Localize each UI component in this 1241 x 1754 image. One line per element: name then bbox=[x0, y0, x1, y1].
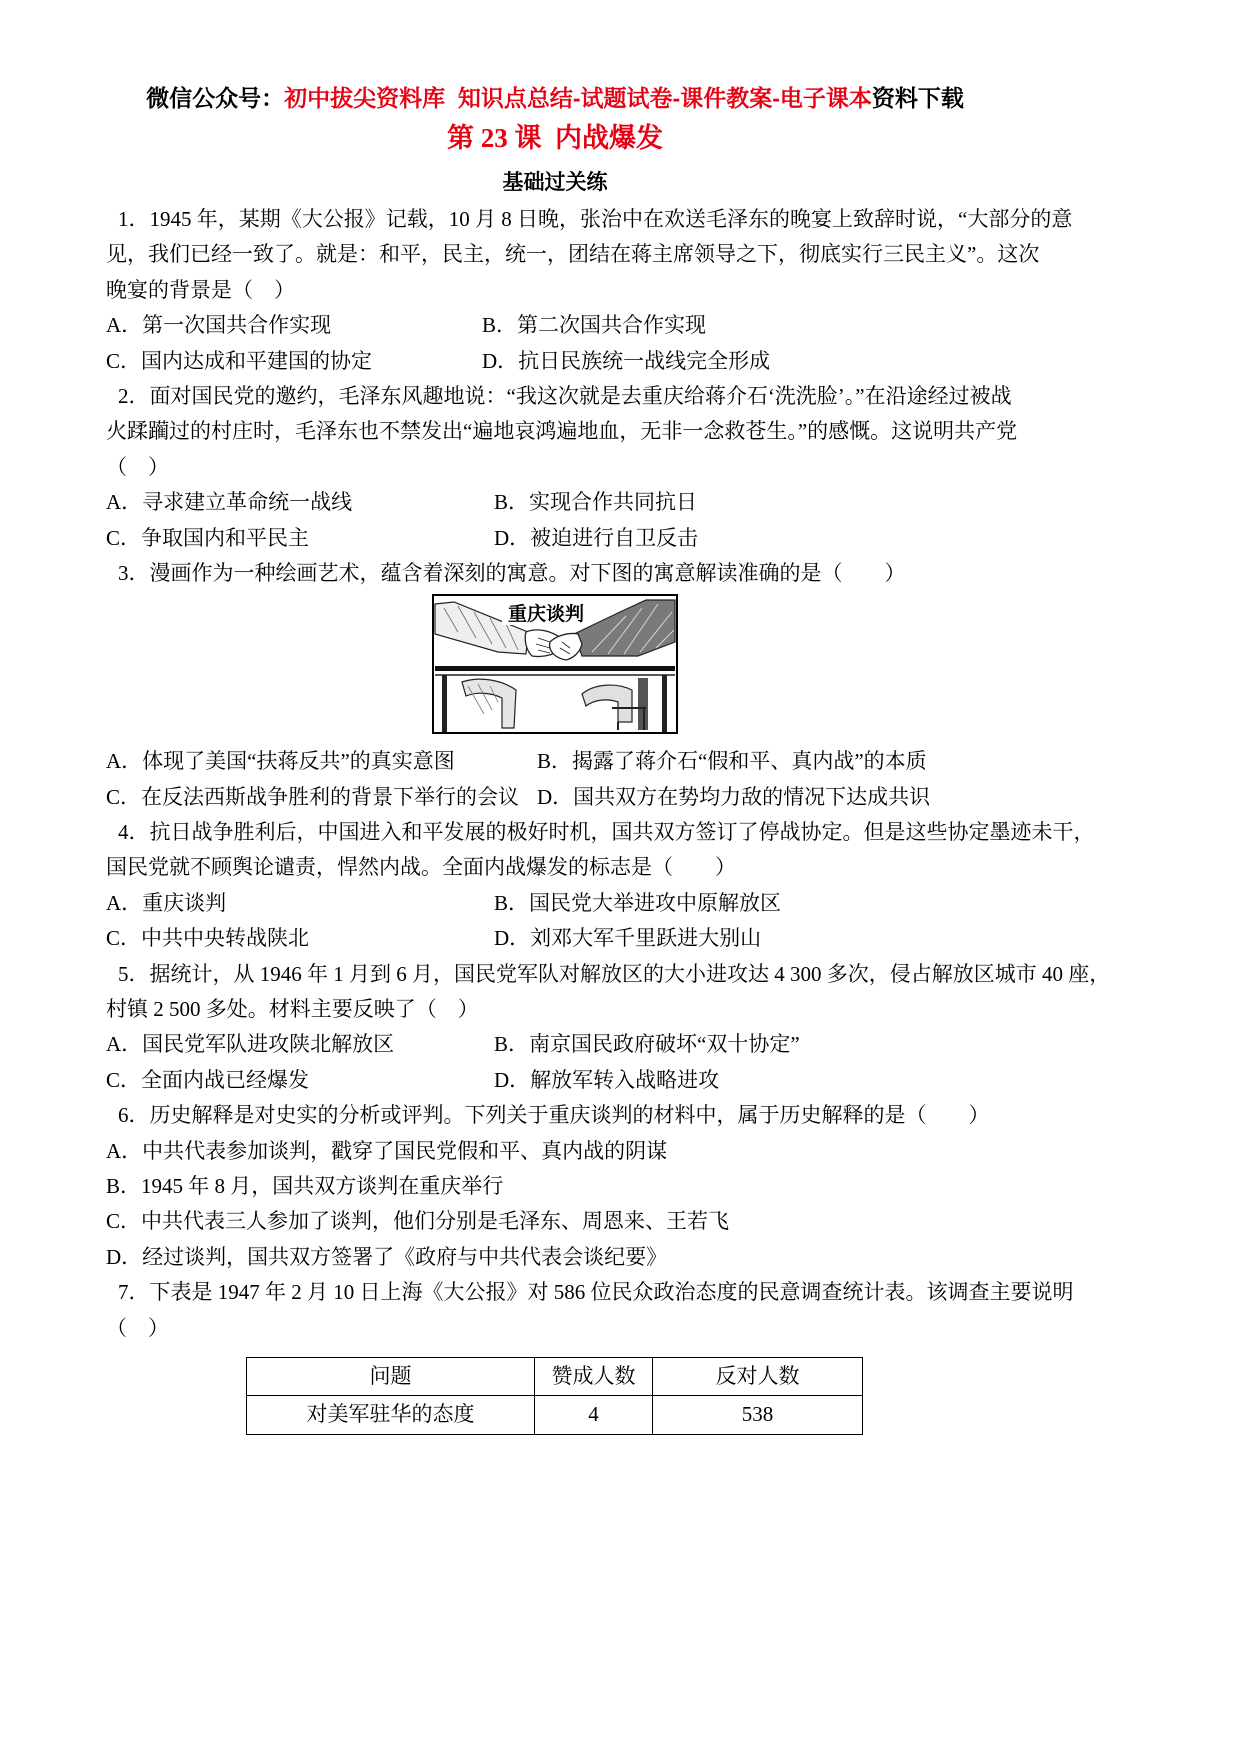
option-row bbox=[0, 1027, 1241, 1062]
option-row bbox=[0, 521, 1241, 556]
option-a: A．体现了美国“扶蒋反共”的真实意图 bbox=[106, 749, 455, 774]
option-b: B．南京国民政府破坏“双十协定” bbox=[494, 1032, 800, 1057]
cartoon-figure bbox=[432, 594, 678, 734]
cartoon-illustration bbox=[432, 594, 678, 734]
question-stem-line: 晚宴的背景是（ ） bbox=[106, 277, 295, 302]
section-title: 基础过关练 bbox=[502, 171, 608, 194]
option-d: D．经过谈判，国共双方签署了《政府与中共代表会谈纪要》 bbox=[106, 1244, 668, 1269]
option-b: B．揭露了蒋介石“假和平、真内战”的本质 bbox=[537, 749, 927, 774]
question-stem-line: 3．漫画作为一种绘画艺术，蕴含着深刻的寓意。对下图的寓意解读准确的是（ ） bbox=[118, 560, 906, 585]
question-3 bbox=[0, 556, 1241, 815]
option-a: A．寻求建立革命统一战线 bbox=[106, 490, 353, 515]
question-1 bbox=[0, 202, 1241, 379]
question-stem-line: 见，我们已经一致了。就是：和平，民主，统一，团结在蒋主席领导之下，彻底实行三民主义”。这次 bbox=[106, 242, 1040, 267]
option-a: A．国民党军队进攻陕北解放区 bbox=[106, 1032, 395, 1057]
question-stem-line: 1．1945 年，某期《大公报》记载，10 月 8 日晚，张治中在欢送毛泽东的晚宴上致辞时说，“大部分的意 bbox=[118, 207, 1073, 231]
option-c: C．争取国内和平民主 bbox=[106, 525, 310, 550]
option-c: C．中共代表三人参加了谈判，他们分别是毛泽东、周恩来、王若飞 bbox=[106, 1209, 730, 1234]
question-list bbox=[0, 202, 1241, 1435]
option-a: A．第一次国共合作实现 bbox=[106, 313, 332, 338]
question-stem-line: 火蹂躏过的村庄时，毛泽东也不禁发出“遍地哀鸿遍地血，无非一念救苍生。”的感慨。这说明共产党 bbox=[106, 419, 1018, 444]
option-c: C．国内达成和平建国的协定 bbox=[106, 348, 373, 373]
question-stem-line: 4．抗日战争胜利后，中国进入和平发展的极好时机，国共双方签订了停战协定。但是这些协定墨迹未干， bbox=[118, 820, 1095, 845]
question-2 bbox=[0, 379, 1241, 556]
question-7 bbox=[0, 1275, 1241, 1435]
option-a: A．中共代表参加谈判，戳穿了国民党假和平、真内战的阴谋 bbox=[106, 1138, 668, 1163]
option-c: C．中共中央转战陕北 bbox=[106, 926, 310, 951]
option-b: B．第二次国共合作实现 bbox=[482, 313, 707, 338]
option-row bbox=[0, 485, 1241, 520]
option-row bbox=[0, 308, 1241, 343]
table-cell: 538 bbox=[653, 1396, 863, 1435]
question-stem-line: 7．下表是 1947 年 2 月 10 日上海《大公报》对 586 位民众政治态度的民意调查统计表。该调查主要说明 bbox=[118, 1280, 1074, 1305]
question-4 bbox=[0, 815, 1241, 957]
option-row bbox=[0, 344, 1241, 379]
option-row bbox=[0, 921, 1241, 956]
table-header-cell: 赞成人数 bbox=[535, 1357, 653, 1396]
option-d: D．解放军转入战略进攻 bbox=[494, 1067, 720, 1092]
option-d: D．抗日民族统一战线完全形成 bbox=[482, 348, 771, 373]
option-b: B．实现合作共同抗日 bbox=[494, 490, 698, 515]
question-stem-line: （ ） bbox=[106, 1315, 169, 1340]
header-highlight: 初中拔尖资料库 知识点总结-试题试卷-课件教案-电子课本 bbox=[284, 85, 872, 111]
lesson-title: 第 23 课 内战爆发 bbox=[447, 123, 663, 153]
question-stem-line: （ ） bbox=[106, 454, 169, 479]
option-d: D．被迫进行自卫反击 bbox=[494, 525, 699, 550]
question-5 bbox=[0, 957, 1241, 1099]
table-row bbox=[247, 1396, 863, 1435]
question-stem-line: 5．据统计，从 1946 年 1 月到 6 月，国民党军队对解放区的大小进攻达 4 300 多次，侵占解放区城市 40 座， bbox=[118, 961, 1111, 986]
option-d: D．国共双方在势均力敌的情况下达成共识 bbox=[537, 784, 931, 809]
header-prefix: 微信公众号： bbox=[146, 85, 285, 111]
table-header-row bbox=[247, 1357, 863, 1396]
option-c: C．在反法西斯战争胜利的背景下举行的会议 bbox=[106, 784, 520, 809]
option-row bbox=[0, 744, 1241, 779]
table-cell: 对美军驻华的态度 bbox=[247, 1396, 535, 1435]
option-row bbox=[0, 1063, 1241, 1098]
header-banner bbox=[110, 83, 1000, 113]
option-b: B．国民党大举进攻中原解放区 bbox=[494, 890, 782, 915]
option-d: D．刘邓大军千里跃进大别山 bbox=[494, 926, 762, 951]
survey-table bbox=[246, 1357, 863, 1435]
question-stem-line: 村镇 2 500 多处。材料主要反映了（ ） bbox=[106, 997, 479, 1022]
option-b: B．1945 年 8 月，国共双方谈判在重庆举行 bbox=[106, 1173, 504, 1198]
question-stem-line: 2．面对国民党的邀约，毛泽东风趣地说：“我这次就是去重庆给蒋介石‘洗洗脸’。”在沿途经过被战 bbox=[118, 383, 1012, 408]
option-c: C．全面内战已经爆发 bbox=[106, 1067, 310, 1092]
question-6 bbox=[0, 1098, 1241, 1275]
option-row bbox=[0, 780, 1241, 815]
table-header-cell: 问题 bbox=[247, 1357, 535, 1396]
table-cell: 4 bbox=[535, 1396, 653, 1435]
question-stem-line: 6．历史解释是对史实的分析或评判。下列关于重庆谈判的材料中，属于历史解释的是（ ） bbox=[118, 1103, 990, 1128]
option-a: A．重庆谈判 bbox=[106, 890, 227, 915]
table-header-cell: 反对人数 bbox=[653, 1357, 863, 1396]
option-row bbox=[0, 886, 1241, 921]
header-suffix: 资料下载 bbox=[871, 85, 964, 111]
question-stem-line: 国民党就不顾舆论谴责，悍然内战。全面内战爆发的标志是（ ） bbox=[106, 855, 736, 880]
cartoon-title: 重庆谈判 bbox=[507, 604, 585, 626]
